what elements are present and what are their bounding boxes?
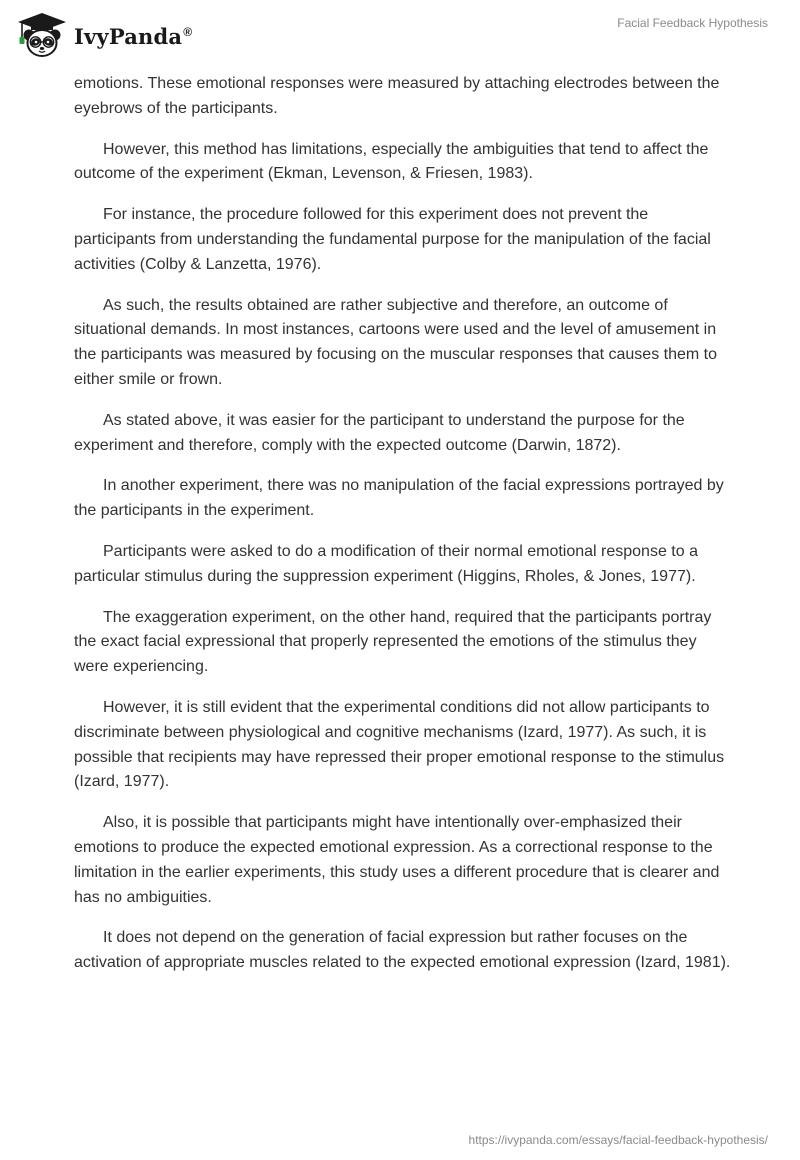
ivypanda-logo[interactable] (14, 10, 192, 60)
paragraph: However, this method has limitations, especially the ambiguities that tend to affect the outcome of the experiment (Ekman, Levenson, & Friesen, 1983). (74, 140, 709, 183)
paragraph: As stated above, it was easier for the participant to understand the purpose for the experiment and therefore, comply with the expected outcome (Darwin, 1872). (74, 411, 685, 454)
logo-wordmark (74, 24, 192, 49)
panda-graduation-cap-icon (14, 11, 70, 59)
paragraph: Participants were asked to do a modification of their normal emotional response to a particular stimulus during the suppression experiment (Higgins, Rholes, & Jones, 1977). (74, 542, 698, 585)
page-header (0, 0, 800, 70)
paragraph: For instance, the procedure followed for this experiment does not prevent the participants from understanding the fundamental purpose for the manipulation of the facial activities (Colby & Lanzetta, 1976). (74, 206, 711, 273)
source-url-link[interactable]: https://ivypanda.com/essays/facial-feedback-hypothesis/ (468, 1133, 768, 1147)
paragraph: However, it is still evident that the experimental conditions did not allow participants to discriminate between physiological and cognitive mechanisms (Izard, 1977). As such, it is possible that recipients may have repressed their proper emotional response to the stimulus (Izard, 1977). (74, 698, 725, 791)
essay-body (74, 72, 734, 992)
document-title: Facial Feedback Hypothesis (617, 16, 768, 30)
paragraph: Also, it is possible that participants might have intentionally over-emphasized their emotions to produce the expected emotional expression. As a correctional response to the limitation in the earlier experiments, this study uses a different procedure that is clearer and has no ambiguities. (74, 814, 720, 906)
logo-text: IvyPanda (74, 23, 183, 49)
paragraph: emotions. These emotional responses were measured by attaching electrodes between the eyebrows of the participants. (74, 75, 720, 117)
paragraph: The exaggeration experiment, on the other hand, required that the participants portray the exact facial expressional that properly represented the emotions of the stimulus they were experiencing. (74, 608, 712, 676)
paragraph: It does not depend on the generation of facial expression but rather focuses on the activation of appropriate muscles related to the expected emotional expression (Izard, 1981). (74, 929, 731, 972)
paragraph: As such, the results obtained are rather subjective and therefore, an outcome of situational demands. In most instances, cartoons were used and the level of amusement in the participants was measured by focusing on the muscular responses that causes them to either smile or frown. (74, 296, 718, 388)
paragraph: In another experiment, there was no manipulation of the facial expressions portrayed by the participants in the experiment. (74, 477, 724, 520)
registered-mark: ® (183, 24, 193, 39)
